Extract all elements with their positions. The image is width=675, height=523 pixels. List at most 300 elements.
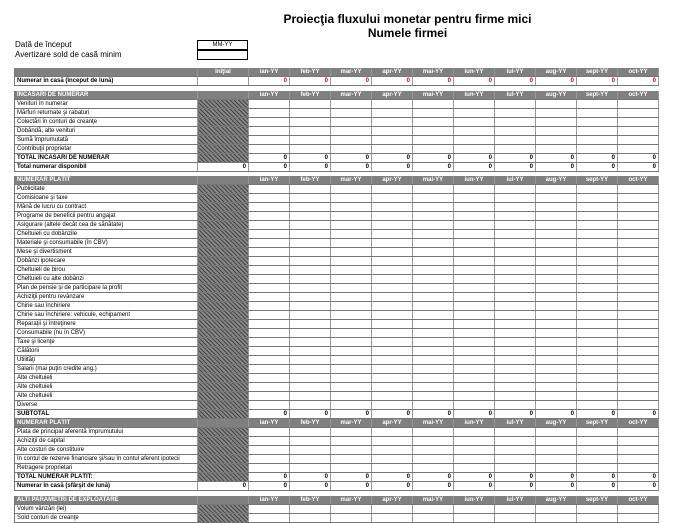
month-cell[interactable] — [331, 117, 372, 126]
month-cell[interactable] — [618, 221, 659, 230]
month-cell[interactable]: 0 — [331, 482, 372, 491]
month-cell[interactable] — [577, 383, 618, 392]
month-cell[interactable] — [577, 347, 618, 356]
month-cell[interactable] — [495, 284, 536, 293]
month-cell[interactable] — [495, 401, 536, 410]
month-cell[interactable] — [290, 117, 331, 126]
month-cell[interactable] — [249, 203, 290, 212]
month-cell[interactable] — [536, 135, 577, 144]
month-cell[interactable] — [331, 293, 372, 302]
month-cell[interactable] — [618, 464, 659, 473]
month-cell[interactable]: 0 — [413, 410, 454, 419]
month-cell[interactable]: 0 — [290, 162, 331, 171]
month-cell[interactable] — [495, 374, 536, 383]
month-cell[interactable] — [372, 275, 413, 284]
month-cell[interactable]: 0 — [372, 162, 413, 171]
month-cell[interactable] — [577, 221, 618, 230]
month-cell[interactable] — [577, 239, 618, 248]
month-cell[interactable]: 0 — [536, 482, 577, 491]
month-cell[interactable] — [454, 320, 495, 329]
month-cell[interactable]: 0 — [331, 162, 372, 171]
month-cell[interactable] — [618, 320, 659, 329]
month-cell[interactable] — [618, 284, 659, 293]
initial-cell[interactable] — [198, 77, 249, 86]
month-cell[interactable] — [536, 504, 577, 513]
month-cell[interactable] — [290, 392, 331, 401]
month-cell[interactable] — [536, 428, 577, 437]
month-cell[interactable] — [618, 293, 659, 302]
month-cell[interactable] — [249, 392, 290, 401]
month-cell[interactable] — [413, 383, 454, 392]
month-cell[interactable] — [618, 275, 659, 284]
month-cell[interactable] — [577, 257, 618, 266]
month-cell[interactable] — [495, 392, 536, 401]
month-cell[interactable] — [495, 257, 536, 266]
month-cell[interactable] — [331, 126, 372, 135]
month-cell[interactable] — [536, 230, 577, 239]
month-cell[interactable]: 0 — [577, 482, 618, 491]
month-cell[interactable] — [413, 117, 454, 126]
month-cell[interactable] — [577, 464, 618, 473]
month-cell[interactable] — [536, 203, 577, 212]
month-cell[interactable] — [372, 302, 413, 311]
month-cell[interactable] — [454, 338, 495, 347]
month-cell[interactable] — [495, 428, 536, 437]
month-cell[interactable] — [495, 275, 536, 284]
month-cell[interactable] — [577, 248, 618, 257]
month-cell[interactable]: 0 — [495, 473, 536, 482]
month-cell[interactable] — [495, 135, 536, 144]
month-cell[interactable] — [577, 203, 618, 212]
initial-cell[interactable]: 0 — [198, 162, 249, 171]
month-cell[interactable] — [454, 464, 495, 473]
month-cell[interactable] — [536, 248, 577, 257]
month-cell[interactable] — [413, 135, 454, 144]
month-cell[interactable] — [331, 185, 372, 194]
month-cell[interactable] — [331, 464, 372, 473]
month-cell[interactable] — [372, 108, 413, 117]
month-cell[interactable] — [454, 266, 495, 275]
month-cell[interactable]: 0 — [290, 153, 331, 162]
month-cell[interactable]: 0 — [577, 410, 618, 419]
month-cell[interactable] — [331, 428, 372, 437]
month-cell[interactable] — [413, 320, 454, 329]
month-cell[interactable] — [577, 356, 618, 365]
month-cell[interactable] — [495, 108, 536, 117]
month-cell[interactable] — [290, 99, 331, 108]
month-cell[interactable] — [454, 347, 495, 356]
month-cell[interactable] — [618, 347, 659, 356]
month-cell[interactable] — [577, 302, 618, 311]
month-cell[interactable] — [249, 302, 290, 311]
month-cell[interactable] — [290, 504, 331, 513]
month-cell[interactable] — [495, 504, 536, 513]
month-cell[interactable] — [372, 203, 413, 212]
month-cell[interactable] — [413, 275, 454, 284]
month-cell[interactable] — [454, 212, 495, 221]
month-cell[interactable] — [536, 212, 577, 221]
month-cell[interactable] — [372, 185, 413, 194]
month-cell[interactable] — [536, 302, 577, 311]
month-cell[interactable]: 0 — [618, 77, 659, 86]
month-cell[interactable] — [290, 428, 331, 437]
month-cell[interactable] — [577, 446, 618, 455]
month-cell[interactable] — [372, 257, 413, 266]
month-cell[interactable] — [454, 230, 495, 239]
month-cell[interactable] — [577, 284, 618, 293]
month-cell[interactable]: 0 — [618, 410, 659, 419]
month-cell[interactable] — [536, 513, 577, 522]
month-cell[interactable] — [577, 401, 618, 410]
month-cell[interactable] — [618, 257, 659, 266]
month-cell[interactable] — [495, 446, 536, 455]
month-cell[interactable] — [413, 401, 454, 410]
month-cell[interactable] — [413, 99, 454, 108]
month-cell[interactable] — [577, 194, 618, 203]
month-cell[interactable]: 0 — [577, 473, 618, 482]
month-cell[interactable] — [618, 248, 659, 257]
month-cell[interactable]: 0 — [495, 482, 536, 491]
month-cell[interactable]: 0 — [372, 410, 413, 419]
month-cell[interactable] — [249, 117, 290, 126]
month-cell[interactable] — [618, 212, 659, 221]
month-cell[interactable] — [249, 266, 290, 275]
month-cell[interactable] — [577, 320, 618, 329]
month-cell[interactable] — [618, 302, 659, 311]
month-cell[interactable] — [495, 513, 536, 522]
month-cell[interactable] — [372, 455, 413, 464]
month-cell[interactable] — [372, 338, 413, 347]
month-cell[interactable] — [290, 356, 331, 365]
month-cell[interactable] — [331, 347, 372, 356]
month-cell[interactable] — [536, 401, 577, 410]
month-cell[interactable] — [618, 437, 659, 446]
month-cell[interactable] — [290, 383, 331, 392]
month-cell[interactable]: 0 — [249, 162, 290, 171]
month-cell[interactable] — [372, 392, 413, 401]
month-cell[interactable] — [372, 248, 413, 257]
month-cell[interactable] — [454, 504, 495, 513]
month-cell[interactable] — [536, 347, 577, 356]
month-cell[interactable] — [495, 239, 536, 248]
month-cell[interactable]: 0 — [249, 473, 290, 482]
month-cell[interactable] — [495, 455, 536, 464]
month-cell[interactable] — [372, 446, 413, 455]
month-cell[interactable]: 0 — [577, 153, 618, 162]
month-cell[interactable] — [618, 374, 659, 383]
month-cell[interactable] — [413, 302, 454, 311]
month-cell[interactable]: 0 — [454, 153, 495, 162]
month-cell[interactable] — [372, 383, 413, 392]
month-cell[interactable] — [536, 365, 577, 374]
month-cell[interactable] — [290, 135, 331, 144]
month-cell[interactable] — [577, 374, 618, 383]
month-cell[interactable] — [536, 383, 577, 392]
month-cell[interactable] — [454, 428, 495, 437]
month-cell[interactable] — [413, 284, 454, 293]
month-cell[interactable] — [372, 365, 413, 374]
month-cell[interactable] — [495, 126, 536, 135]
month-cell[interactable]: 0 — [290, 482, 331, 491]
month-cell[interactable]: 0 — [331, 473, 372, 482]
month-cell[interactable] — [618, 428, 659, 437]
month-cell[interactable] — [372, 221, 413, 230]
month-cell[interactable] — [413, 203, 454, 212]
month-cell[interactable] — [331, 311, 372, 320]
month-cell[interactable] — [413, 329, 454, 338]
month-cell[interactable] — [249, 221, 290, 230]
month-cell[interactable] — [618, 108, 659, 117]
month-cell[interactable]: 0 — [618, 473, 659, 482]
month-cell[interactable] — [495, 248, 536, 257]
month-cell[interactable]: 0 — [536, 473, 577, 482]
month-cell[interactable] — [290, 126, 331, 135]
month-cell[interactable] — [536, 126, 577, 135]
month-cell[interactable] — [249, 108, 290, 117]
month-cell[interactable] — [249, 347, 290, 356]
month-cell[interactable] — [372, 428, 413, 437]
month-cell[interactable]: 0 — [454, 410, 495, 419]
month-cell[interactable] — [413, 513, 454, 522]
month-cell[interactable]: 0 — [618, 162, 659, 171]
month-cell[interactable] — [290, 144, 331, 153]
month-cell[interactable] — [331, 513, 372, 522]
month-cell[interactable] — [454, 284, 495, 293]
month-cell[interactable] — [495, 338, 536, 347]
month-cell[interactable] — [331, 329, 372, 338]
month-cell[interactable] — [331, 108, 372, 117]
month-cell[interactable] — [536, 117, 577, 126]
month-cell[interactable] — [249, 374, 290, 383]
month-cell[interactable] — [536, 356, 577, 365]
month-cell[interactable] — [249, 383, 290, 392]
month-cell[interactable]: 0 — [413, 162, 454, 171]
month-cell[interactable] — [249, 437, 290, 446]
month-cell[interactable]: 0 — [536, 410, 577, 419]
month-cell[interactable] — [290, 108, 331, 117]
month-cell[interactable] — [577, 392, 618, 401]
month-cell[interactable] — [495, 437, 536, 446]
month-cell[interactable]: 0 — [454, 482, 495, 491]
month-cell[interactable] — [413, 455, 454, 464]
month-cell[interactable] — [249, 275, 290, 284]
month-cell[interactable] — [618, 446, 659, 455]
month-cell[interactable] — [454, 293, 495, 302]
month-cell[interactable] — [372, 284, 413, 293]
month-cell[interactable]: 0 — [413, 482, 454, 491]
month-cell[interactable] — [618, 203, 659, 212]
month-cell[interactable] — [413, 392, 454, 401]
month-cell[interactable] — [413, 108, 454, 117]
month-cell[interactable] — [290, 513, 331, 522]
month-cell[interactable] — [249, 248, 290, 257]
month-cell[interactable] — [249, 329, 290, 338]
month-cell[interactable] — [454, 356, 495, 365]
month-cell[interactable]: 0 — [249, 77, 290, 86]
month-cell[interactable] — [577, 135, 618, 144]
month-cell[interactable] — [290, 239, 331, 248]
month-cell[interactable] — [372, 311, 413, 320]
min-cash-alert-input[interactable] — [197, 50, 248, 60]
month-cell[interactable] — [495, 221, 536, 230]
month-cell[interactable] — [618, 185, 659, 194]
month-cell[interactable] — [290, 248, 331, 257]
month-cell[interactable] — [331, 446, 372, 455]
month-cell[interactable]: 0 — [290, 473, 331, 482]
month-cell[interactable] — [577, 504, 618, 513]
month-cell[interactable] — [290, 401, 331, 410]
month-cell[interactable] — [495, 99, 536, 108]
month-cell[interactable] — [249, 356, 290, 365]
month-cell[interactable] — [577, 428, 618, 437]
month-cell[interactable] — [618, 194, 659, 203]
month-cell[interactable] — [618, 117, 659, 126]
month-cell[interactable] — [495, 356, 536, 365]
month-cell[interactable] — [331, 374, 372, 383]
month-cell[interactable] — [331, 248, 372, 257]
month-cell[interactable] — [290, 311, 331, 320]
month-cell[interactable] — [495, 365, 536, 374]
month-cell[interactable] — [454, 248, 495, 257]
month-cell[interactable] — [454, 365, 495, 374]
month-cell[interactable] — [618, 513, 659, 522]
month-cell[interactable] — [249, 446, 290, 455]
month-cell[interactable] — [413, 504, 454, 513]
month-cell[interactable] — [495, 320, 536, 329]
month-cell[interactable] — [290, 293, 331, 302]
month-cell[interactable] — [331, 356, 372, 365]
month-cell[interactable] — [331, 212, 372, 221]
month-cell[interactable] — [536, 374, 577, 383]
month-cell[interactable]: 0 — [372, 77, 413, 86]
month-cell[interactable] — [372, 347, 413, 356]
month-cell[interactable] — [372, 212, 413, 221]
month-cell[interactable] — [372, 239, 413, 248]
month-cell[interactable] — [413, 311, 454, 320]
month-cell[interactable] — [331, 230, 372, 239]
month-cell[interactable] — [577, 293, 618, 302]
month-cell[interactable]: 0 — [372, 473, 413, 482]
month-cell[interactable] — [249, 428, 290, 437]
month-cell[interactable] — [249, 293, 290, 302]
month-cell[interactable] — [618, 504, 659, 513]
month-cell[interactable] — [372, 504, 413, 513]
month-cell[interactable] — [249, 144, 290, 153]
month-cell[interactable] — [454, 257, 495, 266]
month-cell[interactable] — [413, 230, 454, 239]
month-cell[interactable] — [331, 302, 372, 311]
month-cell[interactable] — [413, 293, 454, 302]
month-cell[interactable] — [331, 383, 372, 392]
month-cell[interactable] — [577, 338, 618, 347]
month-cell[interactable] — [536, 392, 577, 401]
month-cell[interactable] — [536, 108, 577, 117]
month-cell[interactable] — [495, 311, 536, 320]
month-cell[interactable] — [331, 194, 372, 203]
month-cell[interactable] — [331, 144, 372, 153]
month-cell[interactable]: 0 — [495, 77, 536, 86]
month-cell[interactable] — [413, 212, 454, 221]
month-cell[interactable] — [372, 266, 413, 275]
month-cell[interactable] — [495, 266, 536, 275]
month-cell[interactable] — [290, 329, 331, 338]
month-cell[interactable]: 0 — [372, 482, 413, 491]
month-cell[interactable] — [536, 329, 577, 338]
month-cell[interactable] — [618, 455, 659, 464]
month-cell[interactable] — [577, 437, 618, 446]
month-cell[interactable] — [413, 239, 454, 248]
month-cell[interactable] — [249, 455, 290, 464]
month-cell[interactable] — [577, 266, 618, 275]
month-cell[interactable]: 0 — [331, 153, 372, 162]
month-cell[interactable] — [577, 329, 618, 338]
month-cell[interactable] — [413, 221, 454, 230]
month-cell[interactable] — [618, 144, 659, 153]
month-cell[interactable] — [618, 392, 659, 401]
month-cell[interactable] — [577, 212, 618, 221]
month-cell[interactable] — [536, 239, 577, 248]
month-cell[interactable]: 0 — [331, 77, 372, 86]
month-cell[interactable]: 0 — [290, 410, 331, 419]
month-cell[interactable]: 0 — [372, 153, 413, 162]
month-cell[interactable] — [495, 464, 536, 473]
month-cell[interactable] — [618, 356, 659, 365]
month-cell[interactable] — [290, 266, 331, 275]
month-cell[interactable] — [331, 135, 372, 144]
month-cell[interactable] — [618, 99, 659, 108]
month-cell[interactable] — [495, 329, 536, 338]
month-cell[interactable] — [413, 185, 454, 194]
month-cell[interactable] — [249, 212, 290, 221]
month-cell[interactable] — [536, 320, 577, 329]
month-cell[interactable] — [372, 513, 413, 522]
month-cell[interactable] — [536, 144, 577, 153]
month-cell[interactable] — [249, 513, 290, 522]
month-cell[interactable] — [331, 99, 372, 108]
month-cell[interactable] — [413, 356, 454, 365]
month-cell[interactable] — [372, 126, 413, 135]
month-cell[interactable] — [249, 284, 290, 293]
month-cell[interactable] — [536, 455, 577, 464]
month-cell[interactable] — [618, 338, 659, 347]
month-cell[interactable] — [331, 275, 372, 284]
month-cell[interactable] — [372, 329, 413, 338]
month-cell[interactable] — [618, 311, 659, 320]
month-cell[interactable] — [536, 185, 577, 194]
month-cell[interactable] — [454, 311, 495, 320]
month-cell[interactable] — [290, 464, 331, 473]
month-cell[interactable] — [454, 194, 495, 203]
month-cell[interactable] — [249, 135, 290, 144]
month-cell[interactable] — [454, 99, 495, 108]
month-cell[interactable] — [249, 239, 290, 248]
month-cell[interactable] — [290, 446, 331, 455]
month-cell[interactable] — [495, 144, 536, 153]
month-cell[interactable] — [331, 437, 372, 446]
month-cell[interactable] — [331, 365, 372, 374]
month-cell[interactable] — [454, 329, 495, 338]
month-cell[interactable] — [495, 185, 536, 194]
month-cell[interactable] — [372, 437, 413, 446]
month-cell[interactable] — [495, 212, 536, 221]
month-cell[interactable] — [577, 365, 618, 374]
month-cell[interactable] — [249, 257, 290, 266]
month-cell[interactable] — [577, 230, 618, 239]
month-cell[interactable] — [536, 464, 577, 473]
month-cell[interactable] — [290, 230, 331, 239]
month-cell[interactable]: 0 — [249, 482, 290, 491]
month-cell[interactable] — [577, 126, 618, 135]
